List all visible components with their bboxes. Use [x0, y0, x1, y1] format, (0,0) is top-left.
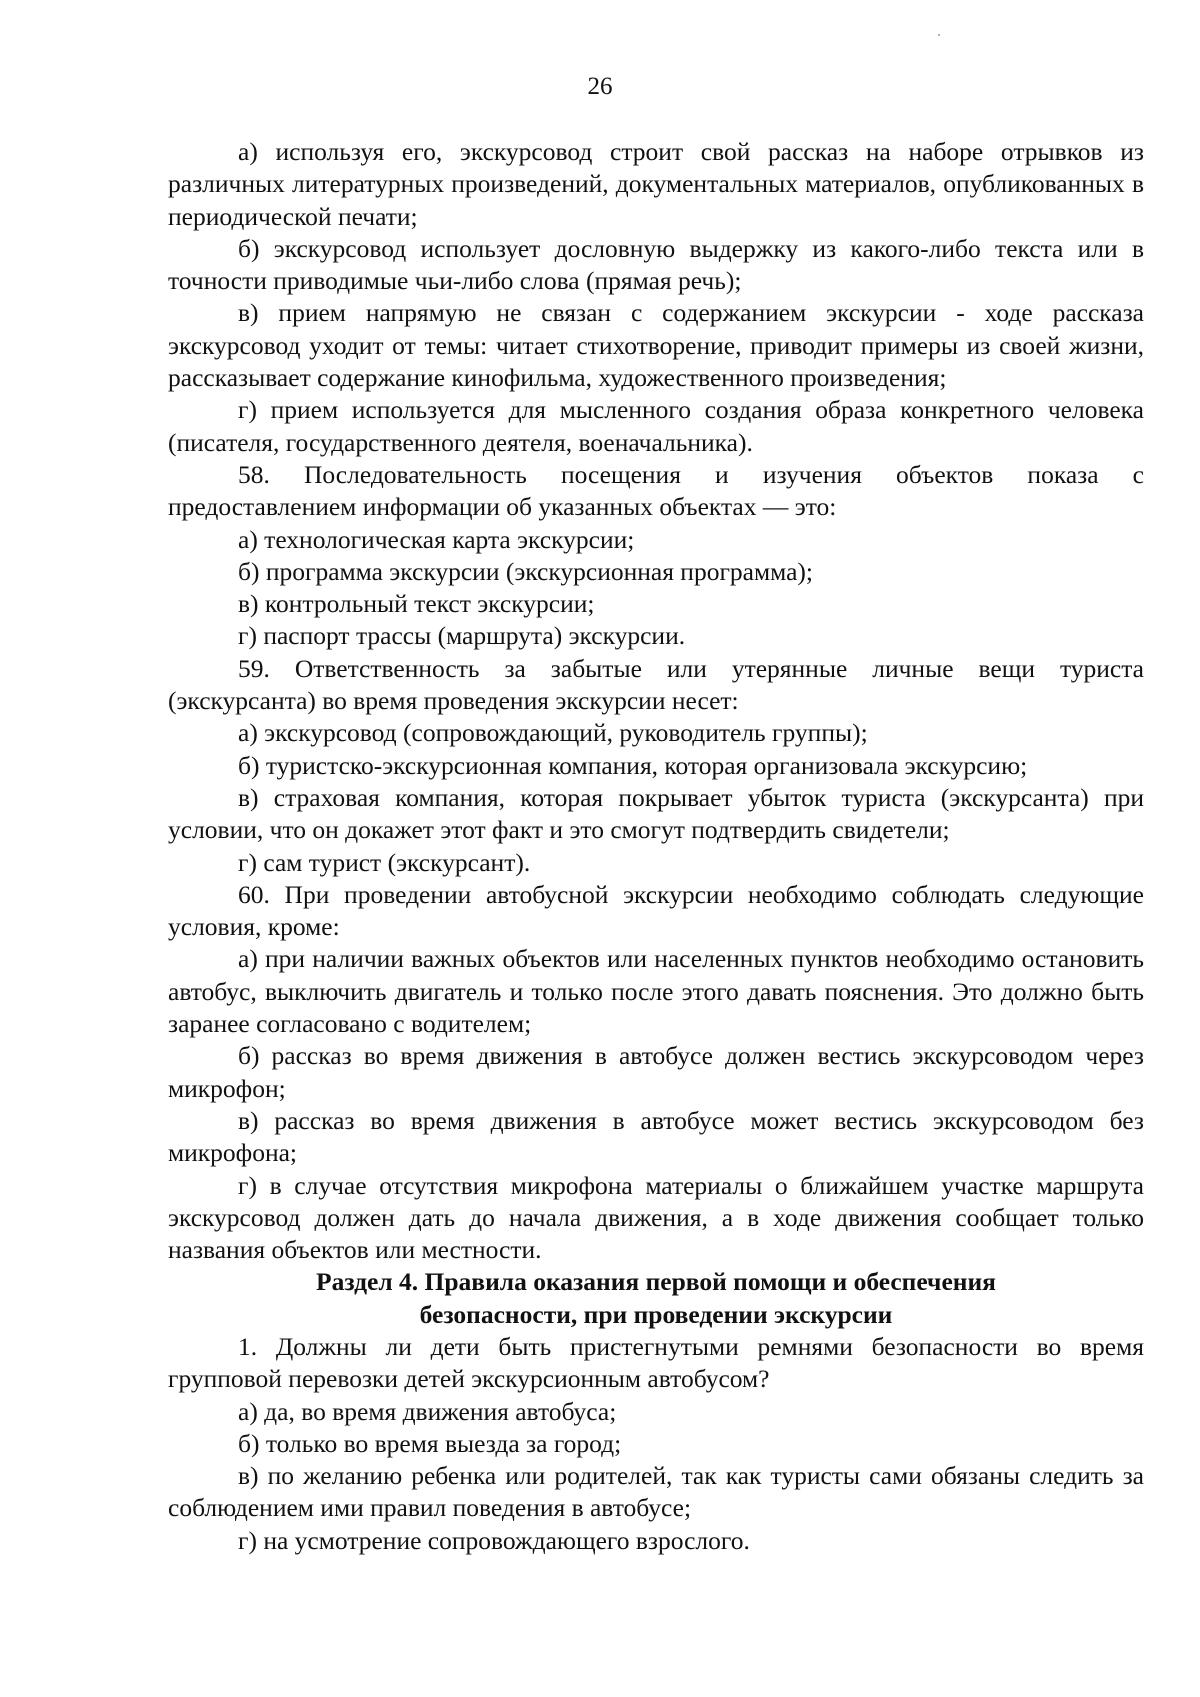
answer-option: г) сам турист (экскурсант). — [238, 847, 531, 877]
answer-option: г) на усмотрение сопровождающего взрослого. — [238, 1525, 750, 1555]
answer-option: в) рассказ во время движения в автобусе может вестись экскурсоводом без микрофона; — [168, 1105, 1144, 1168]
answer-option: г) в случае отсутствия микрофона материалы о ближайшем участке маршрута экскурсовод должен дать до начала движения, а в ходе движения сообщает только названия объектов или местности. — [168, 1170, 1144, 1265]
section-heading-line: Раздел 4. Правила оказания первой помощи и обеспечения — [316, 1267, 996, 1297]
section-heading — [168, 1266, 1144, 1331]
answer-option: б) программа экскурсии (экскурсионная программа); — [238, 556, 813, 586]
question-59: 59. Ответственность за забытые или утерянные личные вещи туриста (экскурсанта) во время проведения экскурсии несет: — [168, 653, 1144, 716]
answer-option: в) контрольный текст экскурсии; — [238, 589, 595, 619]
answer-option: в) прием напрямую не связан с содержанием экскурсии - ходе рассказа экскурсовод уходит от темы: читает стихотворение, приводит примеры из своей жизни, рассказывает содержание кинофильма, художественного произведения; — [168, 298, 1144, 393]
answer-option: а) да, во время движения автобуса; — [238, 1396, 617, 1426]
question-58: 58. Последовательность посещения и изучения объектов показа с предоставлением информации об указанных объектах — это: — [168, 459, 1144, 522]
answer-option: б) туристско-экскурсионная компания, которая организовала экскурсию; — [238, 750, 1028, 780]
page-number: 26 — [587, 73, 613, 100]
answer-option: б) только во время выезда за город; — [238, 1428, 622, 1458]
answer-option: в) по желанию ребенка или родителей, так как туристы сами обязаны следить за соблюдением ими правил поведения в автобусе; — [168, 1461, 1144, 1523]
section-heading-line: безопасности, при проведении экскурсии — [419, 1299, 893, 1329]
answer-option: б) рассказ во время движения в автобусе должен вестись экскурсоводом через микрофон; — [168, 1041, 1144, 1103]
answer-option: б) экскурсовод использует дословную выдержку из какого-либо текста или в точности приводимые чьи-либо слова (прямая речь); — [168, 233, 1144, 296]
answer-option: а) экскурсовод (сопровождающий, руководитель группы); — [238, 718, 868, 748]
scan-speck — [938, 34, 940, 36]
answer-option: в) страховая компания, которая покрывает убыток туриста (экскурсанта) при условии, что он докажет этот факт и это смогут подтвердить свидетели; — [168, 782, 1144, 845]
answer-option: а) используя его, экскурсовод строит свой рассказ на наборе отрывков из различных литературных произведений, документальных материалов, опубликованных в периодической печати; — [168, 137, 1144, 231]
page-content — [168, 136, 1144, 1557]
answer-option: а) технологическая карта экскурсии; — [238, 524, 635, 554]
answer-option: г) паспорт трассы (маршрута) экскурсии. — [238, 621, 686, 651]
question-60: 60. При проведении автобусной экскурсии необходимо соблюдать следующие условия, кроме: — [168, 879, 1144, 942]
question-1: 1. Должны ли дети быть пристегнутыми ремнями безопасности во время групповой перевозки детей экскурсионным автобусом? — [168, 1331, 1144, 1394]
answer-option: г) прием используется для мысленного создания образа конкретного человека (писателя, государственного деятеля, военачальника). — [168, 395, 1144, 457]
answer-option: а) при наличии важных объектов или населенных пунктов необходимо остановить автобус, выключить двигатель и только после этого давать пояснения. Это должно быть заранее согласовано с водителем; — [168, 944, 1144, 1039]
